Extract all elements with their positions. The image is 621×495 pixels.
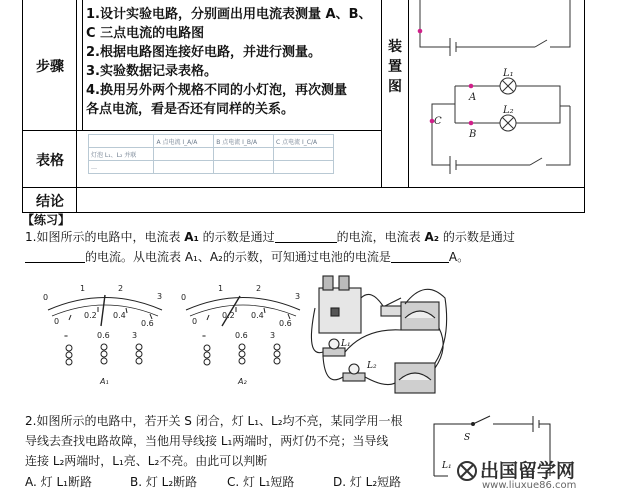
form-label: 表格: [36, 153, 64, 169]
watermark-text: 出国留学网: [480, 460, 576, 482]
parallel-circuit-diagram: [410, 0, 584, 187]
question-2-line-1: 2.如图所示的电路中，若开关 S 闭合，灯 L₁、L₂均不亮，某同学用一根: [25, 414, 403, 428]
device-label: 装 置 图: [388, 39, 402, 95]
answer-blank: [275, 228, 337, 243]
photo-label-l1: L₁: [341, 339, 351, 349]
svg-text:1: 1: [80, 284, 86, 293]
svg-text:3: 3: [295, 292, 301, 301]
data-record-table: [88, 134, 334, 174]
svg-text:0: 0: [192, 317, 198, 326]
question-1-line-2: 的电流。从电流表 A₁、A₂的示数，可知通过电池的电流是 A。: [25, 247, 469, 267]
svg-text:0: 0: [54, 317, 60, 326]
svg-text:3: 3: [270, 331, 276, 340]
svg-text:0.6: 0.6: [235, 331, 248, 340]
table-col-sep-1: [76, 0, 77, 213]
question-2-line-3: 连接 L₂两端时，L₁亮、L₂不亮。由此可以判断: [25, 454, 268, 468]
table-border-right: [584, 0, 585, 213]
label-l2: L₂: [503, 105, 514, 116]
answer-option-d[interactable]: D. 灯 L₂短路: [333, 475, 402, 489]
svg-text:2: 2: [256, 284, 262, 293]
label-l1: L₁: [503, 68, 514, 79]
answer-option-a[interactable]: A. 灯 L₁断路: [25, 475, 92, 489]
watermark: [456, 456, 616, 492]
svg-text:0: 0: [43, 293, 49, 302]
step-line: 4.换用另外两个规格不同的小灯泡，再次测量: [86, 83, 347, 98]
table-row-sep-1: [22, 130, 382, 131]
svg-text:0.6: 0.6: [97, 331, 110, 340]
step-line: 1.设计实验电路，分别画出用电流表测量 A、B、: [86, 7, 372, 22]
label-c: C: [434, 116, 442, 127]
answer-option-c[interactable]: C. 灯 L₁短路: [227, 475, 295, 489]
svg-text:1: 1: [218, 284, 224, 293]
svg-text:2: 2: [118, 284, 124, 293]
table-header-row: A 点电流 I_A/A B 点电流 I_B/A C 点电流 I_C/A: [89, 135, 334, 148]
steps-label: 步骤: [36, 59, 64, 75]
conclusion-label: 结论: [36, 194, 64, 210]
svg-text:0.6: 0.6: [279, 319, 292, 328]
steps-text: [86, 5, 381, 119]
label-b: B: [469, 129, 477, 140]
ammeter-a1-dial: [40, 280, 175, 390]
question-1-line-1: 1.如图所示的电路中，电流表 A₁ 的示数是通过 的电流，电流表 A₂ 的示数是通过: [25, 230, 515, 244]
table-row: …: [89, 161, 334, 174]
table-col-sep-3: [408, 0, 409, 188]
table-row: 灯泡 L₁、L₂ 并联: [89, 148, 334, 161]
step-line: 2.根据电路图连接好电路，并进行测量。: [86, 45, 321, 60]
question-2-line-2: 导线去查找电路故障，当他用导线接 L₁两端时，两灯仍不亮；当导线: [25, 434, 389, 448]
table-border-bottom: [22, 212, 585, 213]
svg-text:0.4: 0.4: [251, 311, 264, 320]
table-col-sep-double: [82, 0, 83, 130]
photo-label-l2: L₂: [367, 361, 377, 371]
svg-text:0.6: 0.6: [141, 319, 154, 328]
answer-option-b[interactable]: B. 灯 L₂断路: [130, 475, 198, 489]
table-col-sep-2: [381, 0, 382, 188]
watermark-url: www.liuxue86.com: [482, 480, 577, 491]
svg-text:3: 3: [132, 331, 138, 340]
answer-blank: [391, 248, 449, 263]
exercise-header: 【练习】: [22, 213, 71, 227]
ammeter-a2-label: A₂: [238, 377, 247, 386]
svg-text:0.2: 0.2: [222, 311, 235, 320]
lamp-label: L₁: [442, 461, 452, 471]
switch-label: S: [464, 433, 471, 443]
table-row-sep-2: [22, 187, 585, 188]
step-line: 3.实验数据记录表格。: [86, 64, 217, 79]
apparatus-drawing: [305, 268, 451, 408]
step-line: C 三点电流的电路图: [86, 26, 205, 41]
svg-text:–: –: [202, 331, 206, 340]
ammeter-a2-dial: [178, 280, 313, 390]
watermark-logo-icon: [456, 460, 478, 482]
svg-text:0.4: 0.4: [113, 311, 126, 320]
table-border-left: [22, 0, 23, 213]
label-a: A: [469, 92, 477, 103]
answer-blank: [25, 248, 85, 263]
svg-text:0: 0: [181, 293, 187, 302]
step-line: 各点电流，看是否还有同样的关系。: [86, 102, 295, 117]
svg-text:0.2: 0.2: [84, 311, 97, 320]
svg-text:–: –: [64, 331, 68, 340]
ammeter-a1-label: A₁: [100, 377, 109, 386]
svg-text:3: 3: [157, 292, 163, 301]
